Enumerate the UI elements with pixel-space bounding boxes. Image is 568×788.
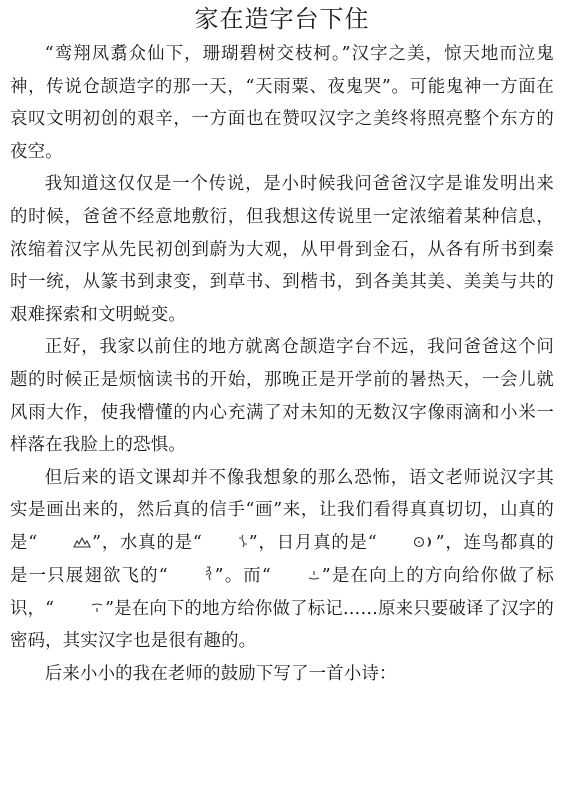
paragraph-3: 正好，我家以前住的地方就离仓颉造字台不远，我问爸爸这个问题的时候正是烦恼读书的开始，那晚正是开学前的暑热天，一会儿就风雨大作，使我懵懂的内心充满了对未知的无数汉字像雨滴和小米一样落在我脸上的恐惧。 bbox=[10, 337, 554, 456]
paragraph-4-text: ”是在向上的方向给你做了标识，“ bbox=[10, 565, 554, 619]
sun-moon-glyph-icon bbox=[378, 527, 435, 560]
water-glyph-icon bbox=[203, 527, 248, 560]
paragraph-5: 后来小小的我在老师的鼓励下写了一首小诗： bbox=[44, 663, 397, 684]
up-glyph-icon bbox=[272, 560, 321, 593]
paragraph-1: “鸾翔凤翥众仙下，珊瑚碧树交枝柯。”汉字之美，惊天地而泣鬼神，传说仓颉造字的那一天，“天雨粟、夜鬼哭”。可能鬼神一方面在哀叹文明初创的艰辛，一方面也在赞叹汉字之美终将照亮整个东方的夜空。 bbox=[10, 44, 554, 162]
mountain-glyph-icon bbox=[38, 527, 91, 560]
down-glyph-icon bbox=[55, 593, 104, 626]
page-title: 家在造字台下住 bbox=[194, 5, 370, 33]
paragraph-4-text: ”是在向下的地方给你做了标记……原来只要破译了汉字的密码，其实汉字也是很有趣的。 bbox=[10, 598, 554, 652]
paragraph-4-text: 但后来的语文课却并不像我想象的那么恐怖，语文老师说汉字其实是画出来的，然后真的信手“画”来，让我们看得真真切切，山真的是“ bbox=[10, 467, 554, 553]
paragraph-4 bbox=[10, 462, 554, 658]
paragraph-4-text: ”，日月真的是“ bbox=[248, 532, 377, 553]
paragraph-2: 我知道这仅仅是一个传说，是小时候我问爸爸汉字是谁发明出来的时候，爸爸不经意地敷衍，但我想这传说里一定浓缩着某种信息，浓缩着汉字从先民初创到蔚为大观，从甲骨到金石，从各有所书到秦时一统，从篆书到隶变，到草书、到楷书，到各美其美、美美与共的艰难探索和文明蜕变。 bbox=[10, 174, 554, 325]
paragraph-4-text: ”，连鸟都真的是一只展翅欲飞的“ bbox=[10, 532, 554, 586]
paragraph-4-text: ”，水真的是“ bbox=[92, 532, 202, 553]
bird-glyph-icon bbox=[169, 560, 214, 593]
paragraph-4-text: ”。而“ bbox=[214, 565, 271, 586]
